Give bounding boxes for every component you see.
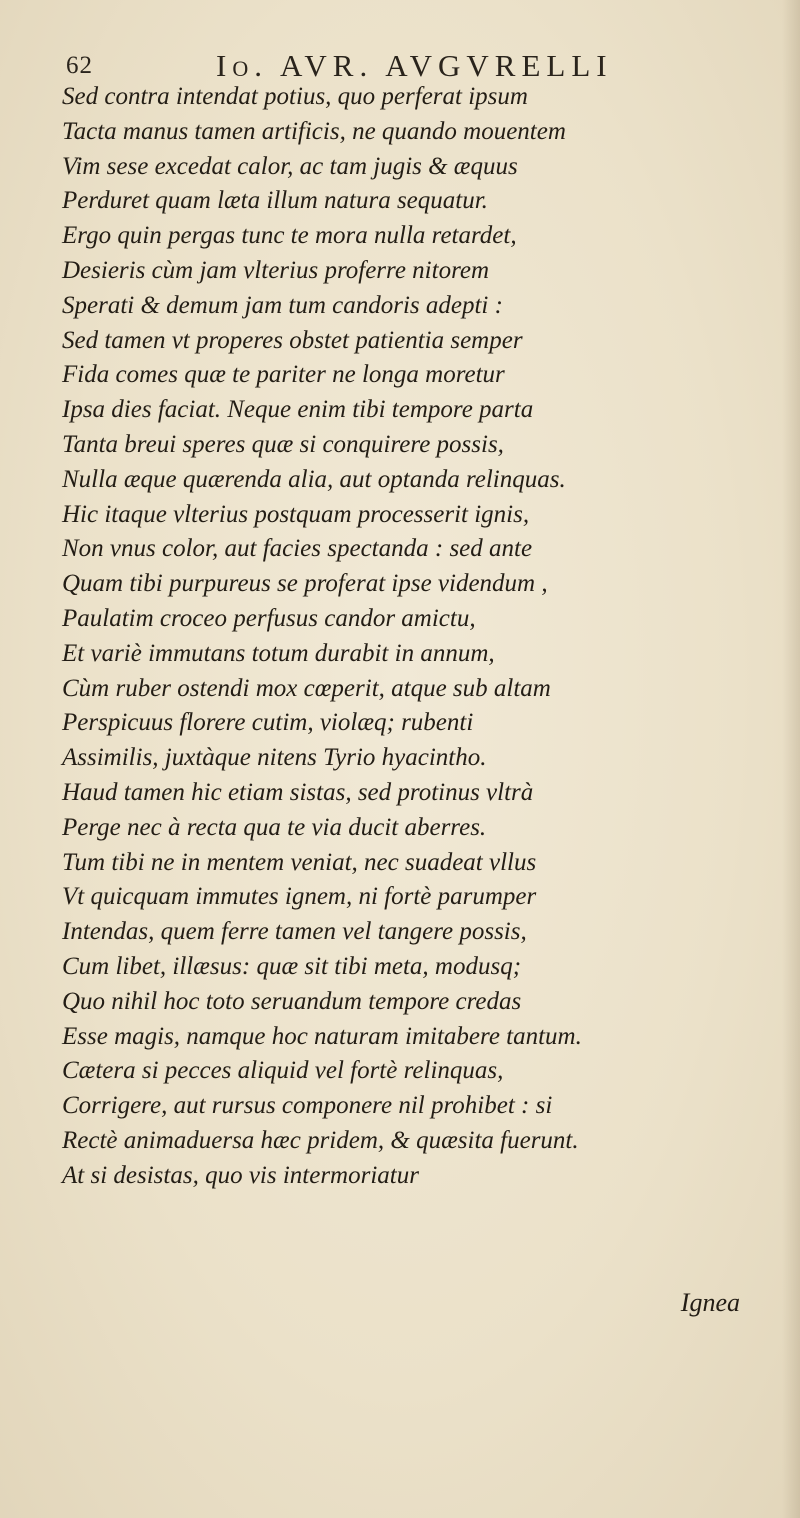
verse-line: Sperati & demum jam tum candoris adepti : bbox=[62, 291, 503, 319]
verse-line: Non vnus color, aut facies spectanda : sed ante bbox=[62, 535, 533, 563]
catchword: Ignea bbox=[680, 1288, 740, 1317]
verse-line: Rectè animaduersa hæc pridem, & quæsita fuerunt. bbox=[62, 1126, 579, 1154]
verse-line: Et variè immutans totum durabit in annum, bbox=[62, 639, 495, 667]
verse-line: Cùm ruber ostendi mox cœperit, atque sub altam bbox=[62, 674, 551, 702]
verse-line: Quo nihil hoc toto seruandum tempore credas bbox=[62, 987, 522, 1015]
verse-line: Intendas, quem ferre tamen vel tangere possis, bbox=[62, 918, 527, 946]
verse-line: Tacta manus tamen artificis, ne quando mouentem bbox=[62, 117, 566, 145]
verse-line: Perge nec à recta qua te via ducit aberres. bbox=[62, 813, 487, 841]
verse-line: Ipsa dies faciat. Neque enim tibi tempore parta bbox=[62, 396, 534, 424]
verse-line: Tum tibi ne in mentem veniat, nec suadeat vllus bbox=[62, 848, 537, 876]
verse-line: Haud tamen hic etiam sistas, sed protinus vltrà bbox=[62, 778, 534, 806]
verse-line: Tanta breui speres quæ si conquirere possis, bbox=[62, 430, 504, 458]
verse-line: Cætera si pecces aliquid vel fortè relinquas, bbox=[62, 1057, 504, 1085]
verse-line: At si desistas, quo vis intermoriatur bbox=[62, 1161, 419, 1189]
verse-line: Fida comes quæ te pariter ne longa moretur bbox=[62, 361, 505, 389]
verse-line: Assimilis, juxtàque nitens Tyrio hyacintho. bbox=[62, 744, 487, 772]
verse-line: Corrigere, aut rursus componere nil prohibet : si bbox=[62, 1092, 553, 1120]
verse-line: Vt quicquam immutes ignem, ni fortè parumper bbox=[62, 883, 537, 911]
verse-line: Hic itaque vlterius postquam processerit ignis, bbox=[62, 500, 530, 528]
verse-line: Nulla æque quærenda alia, aut optanda relinquas. bbox=[62, 465, 566, 493]
verse-line: Cum libet, illæsus: quæ sit tibi meta, modusq; bbox=[62, 952, 522, 980]
verse-line: Perspicuus florere cutim, violæq; rubenti bbox=[62, 709, 474, 737]
verse-line: Ergo quin pergas tunc te mora nulla retardet, bbox=[62, 222, 517, 250]
verse-line: Sed contra intendat potius, quo perferat ipsum bbox=[62, 83, 528, 110]
verse-line: Desieris cùm jam vlterius proferre nitorem bbox=[62, 256, 490, 284]
page-number: 62 bbox=[66, 52, 93, 79]
verse-text-block bbox=[62, 80, 772, 1194]
verse-line: Quam tibi purpureus se proferat ipse videndum , bbox=[62, 570, 548, 598]
page-edge-shadow bbox=[782, 0, 800, 1518]
verse-line: Sed tamen vt properes obstet patientia semper bbox=[62, 326, 523, 354]
verse-line: Vim sese excedat calor, ac tam jugis & æquus bbox=[62, 152, 518, 180]
verse-line: Paulatim croceo perfusus candor amictu, bbox=[62, 604, 476, 632]
running-title: Io. AVR. AVGVRELLI bbox=[216, 48, 613, 83]
verse-line: Perduret quam læta illum natura sequatur. bbox=[62, 187, 488, 215]
verse-line: Esse magis, namque hoc naturam imitabere tantum. bbox=[62, 1022, 582, 1050]
